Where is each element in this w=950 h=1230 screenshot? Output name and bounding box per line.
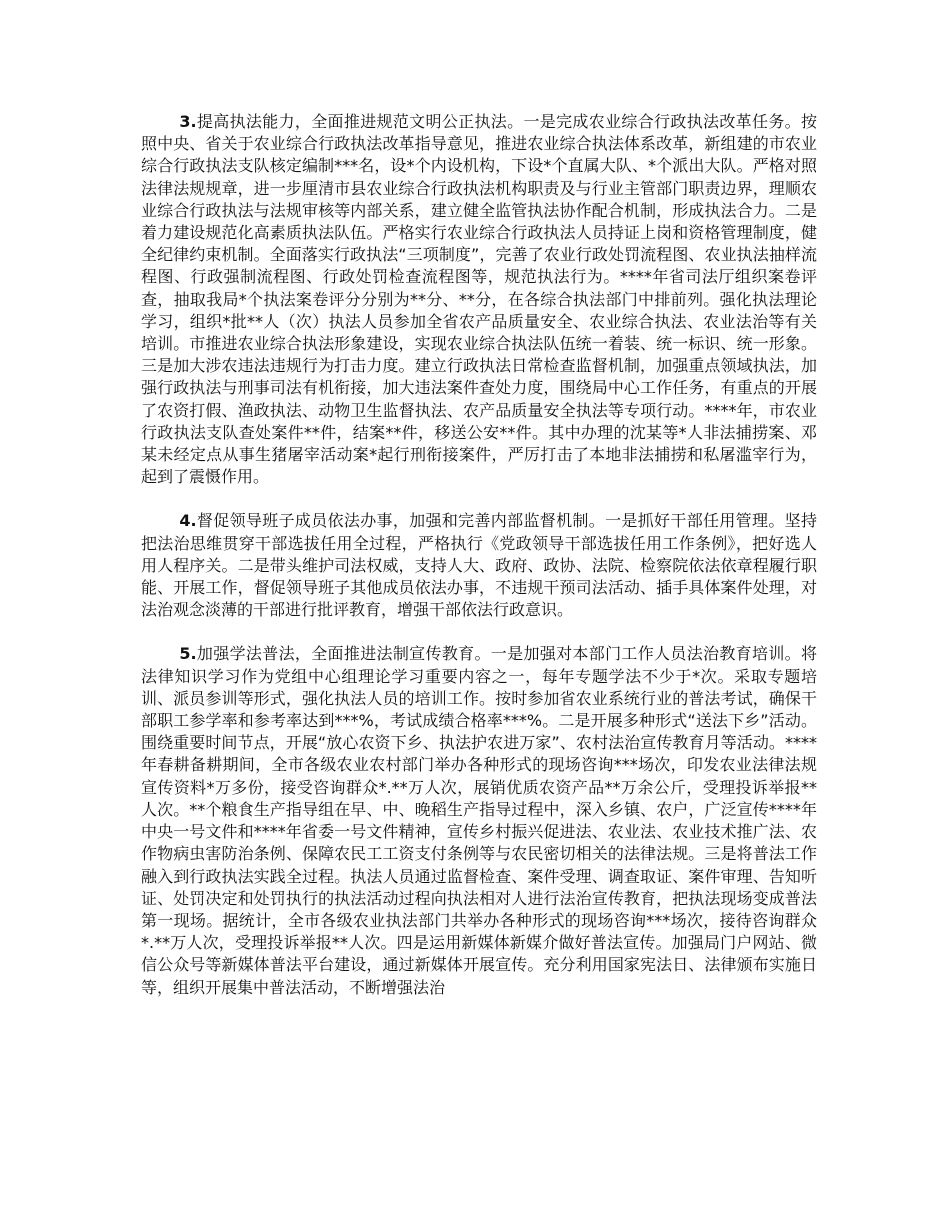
section-4-number: 4.: [179, 511, 197, 531]
document-page: [141, 111, 817, 999]
section-3-paragraph: [141, 111, 817, 488]
section-5-paragraph: [141, 643, 817, 998]
section-4-paragraph: [141, 510, 817, 621]
section-5-text: 加强学法普法，全面推进法制宣传教育。一是加强对本部门工作人员法治教育培训。将法律知识学习作为党组中心组理论学习重要内容之一，每年专题学法不少于*次。采取专题培训、派员参训等形式，强化执法人员的培训工作。按时参加省农业系统行业的普法考试，确保干部职工参学率和参考率达到***%，考试成绩合格率***%。二是开展多种形式“送法下乡”活动。围绕重要时间节点，开展“放心农资下乡、执法护农进万家”、农村法治宣传教育月等活动。****年春耕备耕期间，全市各级农业农村部门举办各种形式的现场咨询***场次，印发农业法律法规宣传资料*万多份，接受咨询群众*.**万人次，展销优质农资产品**万余公斤，受理投诉举报**人次。**个粮食生产指导组在早、中、晚稻生产指导过程中，深入乡镇、农户，广泛宣传****年中央一号文件和****年省委一号文件精神，宣传乡村振兴促进法、农业法、农业技术推广法、农作物病虫害防治条例、保障农民工工资支付条例等与农民密切相关的法律法规。三是将普法工作融入到行政执法实践全过程。执法人员通过监督检查、案件受理、调查取证、案件审理、告知听证、处罚决定和处罚执行的执法活动过程向执法相对人进行法治宣传教育，把执法现场变成普法第一现场。据统计，全市各级农业执法部门共举办各种形式的现场咨询***场次，接待咨询群众*.**万人次，受理投诉举报**人次。四是运用新媒体新媒介做好普法宣传。加强局门户网站、微信公众号等新媒体普法平台建设，通过新媒体开展宣传。充分利用国家宪法日、法律颁布实施日等，组织开展集中普法活动，不断增强法治: [141, 644, 817, 997]
section-3-text: 提高执法能力，全面推进规范文明公正执法。一是完成农业综合行政执法改革任务。按照中央、省关于农业综合行政执法改革指导意见，推进农业综合执法体系改革，新组建的市农业综合行政执法支队核定编制***名，设*个内设机构，下设*个直属大队、*个派出大队。严格对照法律法规规章，进一步厘清市县农业综合行政执法机构职责及与行业主管部门职责边界，理顺农业综合行政执法与法规审核等内部关系，建立健全监管执法协作配合机制，形成执法合力。二是着力建设规范化高素质执法队伍。严格实行农业综合行政执法人员持证上岗和资格管理制度，健全纪律约束机制。全面落实行政执法“三项制度”，完善了农业行政处罚流程图、农业执法抽样流程图、行政强制流程图、行政处罚检查流程图等，规范执法行为。****年省司法厅组织案卷评查，抽取我局*个执法案卷评分分别为**分、**分，在各综合执法部门中排前列。强化执法理论学习，组织*批**人（次）执法人员参加全省农产品质量安全、农业综合执法、农业法治等有关培训。市推进农业综合执法形象建设，实现农业综合执法队伍统一着装、统一标识、统一形象。三是加大涉农违法违规行为打击力度。建立行政执法日常检查监督机制，加强重点领域执法，加强行政执法与刑事司法有机衔接，加大违法案件查处力度，围绕局中心工作任务，有重点的开展了农资打假、渔政执法、动物卫生监督执法、农产品质量安全执法等专项行动。****年，市农业行政执法支队查处案件**件，结案**件，移送公安**件。其中办理的沈某等*人非法捕捞案、邓某未经定点从事生猪屠宰活动案*起行刑衔接案件，严厉打击了本地非法捕捞和私屠滥宰行为，起到了震慑作用。: [141, 112, 817, 487]
section-4-text: 督促领导班子成员依法办事，加强和完善内部监督机制。一是抓好干部任用管理。坚持把法治思维贯穿干部选拔任用全过程，严格执行《党政领导干部选拔任用工作条例》，把好选人用人程序关。二是带头维护司法权威，支持人大、政府、政协、法院、检察院依法依章程履行职能、开展工作，督促领导班子其他成员依法办事，不违规干预司法活动、插手具体案件处理，对法治观念淡薄的干部进行批评教育，增强干部依法行政意识。: [141, 511, 817, 620]
section-3-number: 3.: [179, 112, 197, 131]
section-5-number: 5.: [179, 644, 197, 664]
